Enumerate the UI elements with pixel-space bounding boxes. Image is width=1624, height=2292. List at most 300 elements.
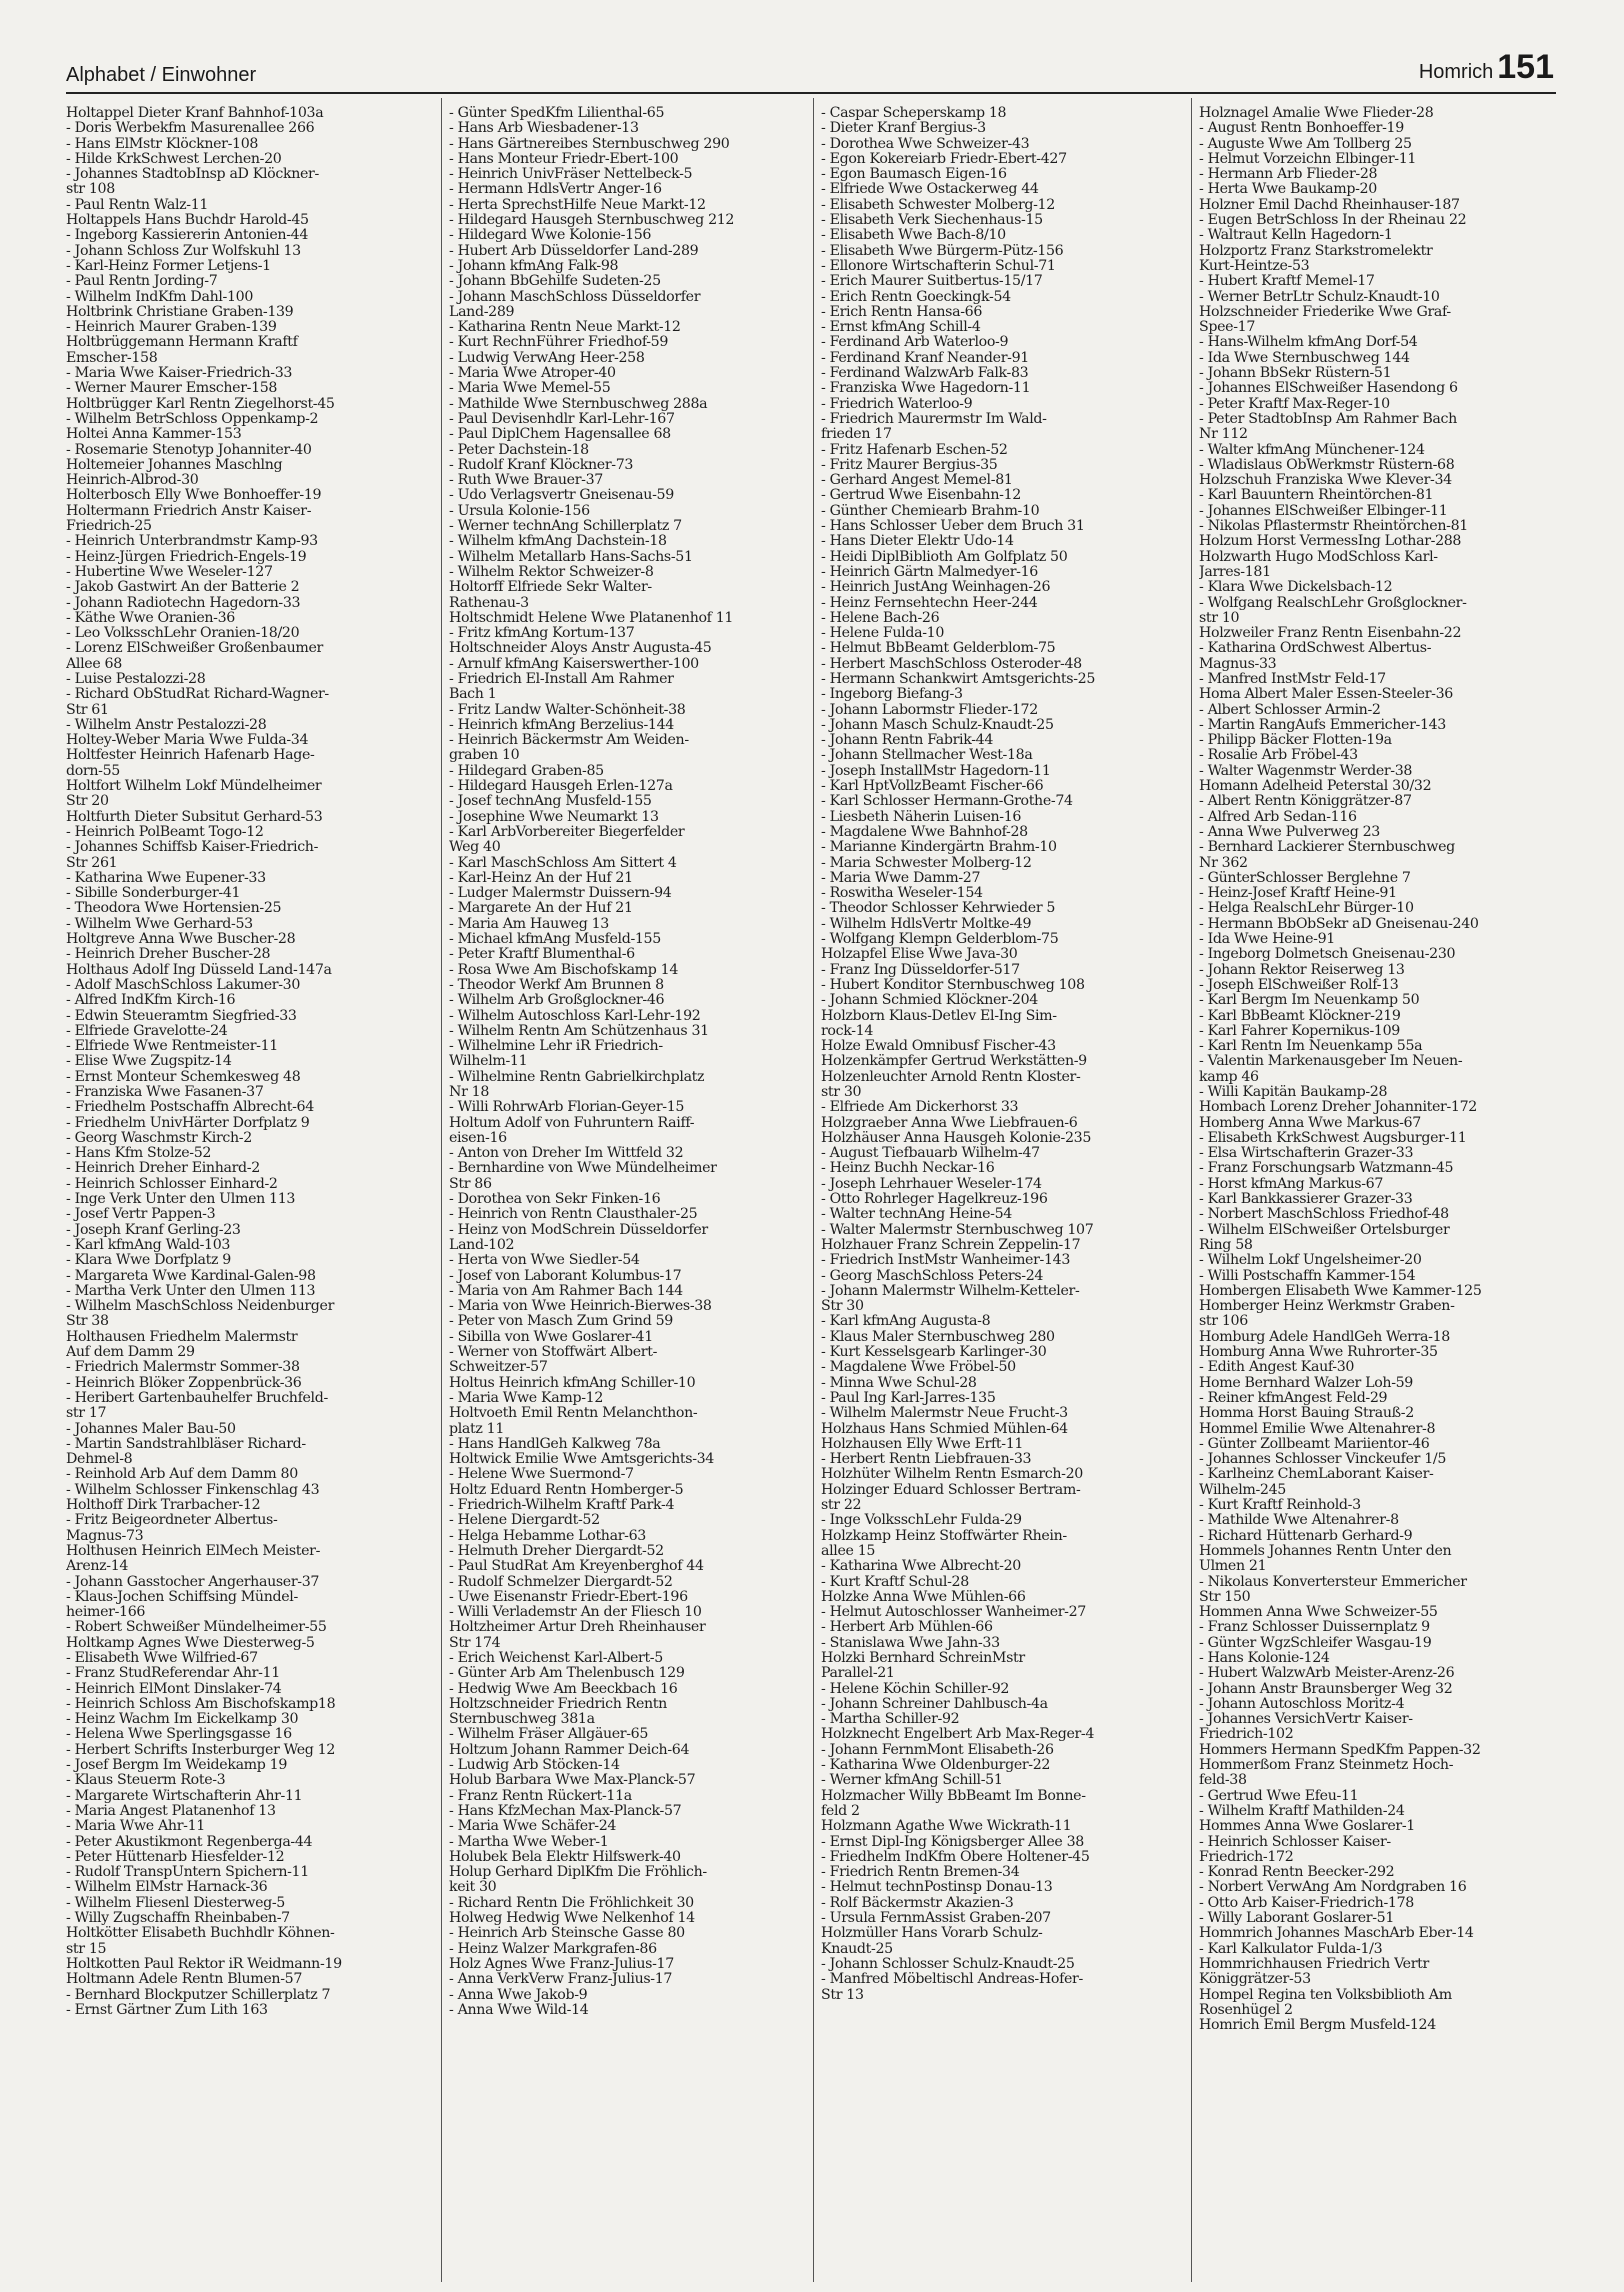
directory-entry: - Manfred Möbeltischl Andreas-Hofer- (821, 1971, 1083, 1988)
directory-entry: - Johann Labormstr Flieder-172 (821, 701, 1038, 718)
directory-entry: Holtbrüggemann Hermann Kraftf (66, 334, 298, 351)
directory-entry: - Helmut Autoschlosser Wanheimer-27 (821, 1604, 1086, 1621)
directory-entry: - Arnulf kfmAng Kaiserswerther-100 (449, 655, 699, 672)
directory-entry: - Luise Pestalozzi-28 (66, 670, 206, 687)
directory-entry: Holz Agnes Wwe Franz-Julius-17 (449, 1955, 674, 1972)
directory-entry: Home Bernhard Walzer Loh-59 (1199, 1374, 1413, 1391)
directory-entry: - Margarete An der Huf 21 (449, 900, 633, 917)
directory-entry: - Heinrich Schloss Am Bischofskamp18 (66, 1695, 336, 1712)
directory-entry: Spee-17 (1199, 319, 1255, 336)
directory-entry: - Maria Wwe Atroper-40 (449, 365, 616, 382)
directory-entry: - Elisabeth Wwe Bürgerm-Pütz-156 (821, 242, 1064, 259)
directory-entry: - Franz StudReferendar Ahr-11 (66, 1665, 280, 1682)
directory-entry: - Werner Maurer Emscher-158 (66, 380, 278, 397)
directory-entry: - Anna VerkVerw Franz-Julius-17 (449, 1971, 673, 1988)
directory-entry: - Klara Wwe Dickelsbach-12 (1199, 579, 1393, 596)
directory-entry: - Anna Wwe Pulverweg 23 (1199, 823, 1380, 840)
directory-entry: Weg 40 (449, 839, 501, 856)
directory-entry: - Friedrich InstMstr Wanheimer-143 (821, 1252, 1071, 1269)
directory-entry: - Ernst Monteur Schemkesweg 48 (66, 1068, 301, 1085)
directory-entry: - Hans ElMstr Klöckner-108 (66, 135, 259, 152)
directory-entry: - Friedrich El-Install Am Rahmer (449, 670, 674, 687)
directory-entry: - Ludwig Arb Stöcken-14 (449, 1757, 620, 1774)
directory-entry: Emscher-158 (66, 349, 158, 366)
directory-entry: Hommen Anna Wwe Schweizer-55 (1199, 1604, 1438, 1621)
directory-entry: - Manfred InstMstr Feld-17 (1199, 670, 1386, 687)
directory-entry: Holzenkämpfer Gertrud Werkstätten-9 (821, 1053, 1087, 1070)
directory-entry: - Hildegard Hausgeh Erlen-127a (449, 778, 673, 795)
directory-entry: Holubek Bela Elektr Hilfswerk-40 (449, 1848, 681, 1865)
directory-entry: - Wilhelm kfmAng Dachstein-18 (449, 533, 667, 550)
directory-entry: - Wilhelm Rektor Schweizer-8 (449, 563, 654, 580)
directory-entry: - Wilhelmine Lehr iR Friedrich- (449, 1038, 663, 1055)
directory-entry: - Gerhard Angest Memel-81 (821, 472, 1013, 489)
directory-entry: - Egon Baumasch Eigen-16 (821, 166, 1007, 183)
directory-entry: - Heinrich von Rentn Clausthaler-25 (449, 1206, 698, 1223)
directory-entry: Holzknecht Engelbert Arb Max-Reger-4 (821, 1726, 1095, 1743)
directory-entry: - Ernst kfmAng Schill-4 (821, 319, 981, 336)
directory-entry: - Inge VolksschLehr Fulda-29 (821, 1512, 1022, 1529)
directory-entry: Holtschneider Aloys Anstr Augusta-45 (449, 640, 712, 657)
directory-entry: Holtbrügger Karl Rentn Ziegelhorst-45 (66, 395, 335, 412)
directory-entry: Parallel-21 (821, 1665, 895, 1682)
directory-entry: - Gertrud Wwe Efeu-11 (1199, 1787, 1359, 1804)
directory-entry: - Heinrich PolBeamt Togo-12 (66, 823, 264, 840)
directory-entry: - Johann Rektor Reiserweg 13 (1199, 961, 1405, 978)
directory-entry: - Josef Vertr Pappen-3 (66, 1206, 216, 1223)
directory-entry: - Edwin Steueramtm Siegfried-33 (66, 1007, 297, 1024)
directory-entry: - Heinz Fernsehtechn Heer-244 (821, 594, 1038, 611)
directory-entry: - Ida Wwe Sternbuschweg 144 (1199, 349, 1410, 366)
directory-entry: - Helene Diergardt-52 (449, 1512, 600, 1529)
directory-entry: - Heinrich Blöker Zoppenbrück-36 (66, 1374, 302, 1391)
directory-entry: - Maria von Am Rahmer Bach 144 (449, 1282, 683, 1299)
directory-entry: - Johann Schmied Klöckner-204 (821, 992, 1038, 1009)
directory-entry: - Friedrich-Wilhelm Kraftf Park-4 (449, 1497, 675, 1514)
directory-entry: - Theodor Schlosser Kehrwieder 5 (821, 900, 1056, 917)
directory-entry: - Adolf MaschSchloss Lakumer-30 (66, 976, 301, 993)
directory-entry: - Günter WgzSchleifer Wasgau-19 (1199, 1634, 1432, 1651)
directory-entry: Homa Albert Maler Essen-Steeler-36 (1199, 686, 1453, 703)
directory-entry: - Wilhelm HdlsVertr Moltke-49 (821, 915, 1032, 932)
directory-entry: - Inge Verk Unter den Ulmen 113 (66, 1191, 296, 1208)
directory-entry: - Richard Rentn Die Fröhlichkeit 30 (449, 1894, 694, 1911)
directory-entry: - Hubert Konditor Sternbuschweg 108 (821, 976, 1085, 993)
directory-entry: - Wladislaus ObWerkmstr Rüstern-68 (1199, 456, 1455, 473)
directory-entry: Holtkötter Elisabeth Buchhdlr Köhnen- (66, 1925, 335, 1942)
directory-entry: Holtappel Dieter Kranf Bahnhof-103a (66, 106, 324, 121)
directory-entry: - Ferdinand Kranf Neander-91 (821, 349, 1029, 366)
directory-entry: str 10 (1199, 609, 1240, 626)
directory-entry: - Wolfgang Klempn Gelderblom-75 (821, 931, 1059, 948)
directory-entry: - Philipp Bäcker Flotten-19a (1199, 732, 1392, 749)
directory-entry: - Franz Rentn Rückert-11a (449, 1787, 632, 1804)
directory-entry: heimer-166 (66, 1604, 146, 1621)
directory-entry: - Johannes ElSchweißer Hasendong 6 (1199, 380, 1458, 397)
directory-entry: - Heinrich Maurer Graben-139 (66, 319, 277, 336)
directory-entry: - Peter Hüttenarb Hiesfelder-12 (66, 1848, 285, 1865)
directory-entry: - Herta SprechstHilfe Neue Markt-12 (449, 196, 706, 213)
directory-entry: - Minna Wwe Schul-28 (821, 1374, 977, 1391)
directory-entry: - Johann Schlosser Schulz-Knaudt-25 (821, 1955, 1075, 1972)
directory-entry: - Erich Maurer Suitbertus-15/17 (821, 273, 1043, 290)
directory-entry: - Waltraut Kelln Hagedorn-1 (1199, 227, 1393, 244)
directory-entry: - Elisabeth KrkSchwest Augsburger-11 (1199, 1129, 1467, 1146)
directory-entry: - Hubert Kraftf Memel-17 (1199, 273, 1375, 290)
directory-entry: - Magdalene Wwe Bahnhof-28 (821, 823, 1028, 840)
directory-entry: Holtorff Elfriede Sekr Walter- (449, 579, 652, 596)
directory-entry: Holzhaus Hans Schmied Mühlen-64 (821, 1420, 1068, 1437)
directory-entry: - Wilhelm BetrSchloss Oppenkamp-2 (66, 410, 319, 427)
directory-entry: - Wilhelm Fräser Allgäuer-65 (449, 1726, 649, 1743)
directory-entry: Holznagel Amalie Wwe Flieder-28 (1199, 106, 1434, 121)
directory-entry: - Karlheinz ChemLaborant Kaiser- (1199, 1466, 1434, 1483)
directory-entry: str 30 (821, 1084, 862, 1100)
directory-entry: Land-289 (449, 303, 515, 320)
directory-entry: - Richard Hüttenarb Gerhard-9 (1199, 1527, 1413, 1544)
directory-entry: - Nikolas Pflastermstr Rheintörchen-81 (1199, 518, 1468, 535)
directory-entry: - Fritz kfmAng Kortum-137 (449, 625, 635, 642)
directory-entry: - Kurt Kraftf Reinhold-3 (1199, 1497, 1361, 1514)
directory-entry: - Heinrich Schlosser Einhard-2 (66, 1175, 278, 1192)
directory-entry: - Robert Schweißer Mündelheimer-55 (66, 1619, 327, 1636)
directory-entry: - Reinhold Arb Auf dem Damm 80 (66, 1466, 298, 1483)
directory-entry: - Hildegard Graben-85 (449, 762, 604, 779)
directory-entry: - Klara Wwe Dorfplatz 9 (66, 1252, 231, 1269)
directory-entry: - Katharina Wwe Oldenburger-22 (821, 1757, 1051, 1774)
directory-entry: - Mathilde Wwe Altenahrer-8 (1199, 1512, 1399, 1529)
directory-entry: - Heinz von ModSchrein Düsseldorfer (449, 1221, 708, 1238)
directory-entry: Str 174 (449, 1634, 501, 1651)
directory-entry: - Peter Kraftf Blumenthal-6 (449, 946, 635, 963)
directory-entry: - Heidi DiplBiblioth Am Golfplatz 50 (821, 548, 1068, 565)
directory-entry: - Käthe Wwe Oranien-36 (66, 609, 235, 626)
directory-entry: - Rosa Wwe Am Bischofskamp 14 (449, 961, 679, 978)
directory-entry: - Friedrich Waterloo-9 (821, 395, 973, 412)
directory-entry: Heinrich-Albrod-30 (66, 472, 199, 489)
directory-entry: str 17 (66, 1405, 107, 1422)
directory-entry: - Friedhelm UnivHärter Dorfplatz 9 (66, 1114, 310, 1131)
directory-entry: - Karl Bergm Im Neuenkamp 50 (1199, 992, 1420, 1009)
directory-entry: Ulmen 21 (1199, 1558, 1267, 1575)
directory-entry: - Paul StudRat Am Kreyenberghof 44 (449, 1558, 704, 1575)
directory-entry: - Egon Kokereiarb Friedr-Ebert-427 (821, 150, 1067, 167)
directory-entry: Holtfester Heinrich Hafenarb Hage- (66, 747, 315, 764)
directory-entry: - Sibilla von Wwe Goslarer-41 (449, 1328, 653, 1345)
directory-entry: - Sibille Sonderburger-41 (66, 885, 241, 902)
directory-entry: - Johann Radiotechn Hagedorn-33 (66, 594, 301, 611)
directory-entry: - Richard ObStudRat Richard-Wagner- (66, 686, 329, 703)
directory-entry: platz 11 (449, 1420, 505, 1437)
directory-entry: Holzapfel Elise Wwe Java-30 (821, 946, 1018, 963)
directory-entry: - Hubert Arb Düsseldorfer Land-289 (449, 242, 699, 259)
directory-entry: - Wilhelm Schlosser Finkenschlag 43 (66, 1481, 320, 1498)
directory-entry: Holzkamp Heinz Stoffwärter Rhein- (821, 1527, 1067, 1544)
directory-entry: - Otto Rohrleger Hagelkreuz-196 (821, 1191, 1048, 1208)
directory-entry: - Margareta Wwe Kardinal-Galen-98 (66, 1267, 316, 1284)
directory-entry: - Maria Wwe Ahr-11 (66, 1818, 205, 1835)
directory-entry: - Hildegard Wwe Kolonie-156 (449, 227, 652, 244)
directory-entry: - Johann FernmMont Elisabeth-26 (821, 1741, 1054, 1758)
directory-entry: - Ursula Kolonie-156 (449, 502, 590, 519)
page-number: 151 (1497, 48, 1554, 86)
directory-entry: - Reiner kfmAngest Feld-29 (1199, 1389, 1388, 1406)
directory-entry: Holthaus Adolf Ing Düsseld Land-147a (66, 961, 332, 978)
directory-entry: Arenz-14 (66, 1558, 129, 1575)
directory-entry: - Peter von Masch Zum Grind 59 (449, 1313, 673, 1330)
directory-entry: - Friedrich Rentn Bremen-34 (821, 1864, 1020, 1881)
directory-entry: Hommes Anna Wwe Goslarer-1 (1199, 1818, 1415, 1835)
directory-entry: - Heinz Walzer Markgrafen-86 (449, 1940, 657, 1957)
directory-column-4 (1199, 106, 1559, 2286)
directory-entry: Holtum Adolf von Fuhruntern Raiff- (449, 1114, 695, 1131)
directory-entry: - Rosalie Arb Fröbel-43 (1199, 747, 1358, 764)
directory-entry: rock-14 (821, 1022, 874, 1039)
directory-entry: Nr 362 (1199, 854, 1248, 871)
directory-entry: - Kurt Kraftf Schul-28 (821, 1573, 969, 1590)
directory-entry: - Karl HptVollzBeamt Fischer-66 (821, 778, 1044, 795)
directory-entry: - Helene Fulda-10 (821, 625, 945, 642)
directory-entry: - Wilhelm Anstr Pestalozzi-28 (66, 716, 267, 733)
directory-entry: - Martin Sandstrahlbläser Richard- (66, 1435, 306, 1452)
directory-entry: - Martha Verk Unter den Ulmen 113 (66, 1282, 316, 1299)
directory-entry: - Herta Wwe Baukamp-20 (1199, 181, 1377, 198)
directory-entry: - Karl Schlosser Hermann-Grothe-74 (821, 793, 1073, 810)
directory-entry: Allee 68 (66, 655, 122, 672)
directory-entry: - Werner kfmAng Schill-51 (821, 1772, 1003, 1789)
directory-entry: - Wilhelm Kraftf Mathilden-24 (1199, 1802, 1405, 1819)
directory-entry: - Nikolaus Konvertersteur Emmericher (1199, 1573, 1467, 1590)
directory-entry: - Alfred IndKfm Kirch-16 (66, 992, 236, 1009)
directory-entry: - Franziska Wwe Hagedorn-11 (821, 380, 1031, 397)
directory-entry: Holtschmidt Helene Wwe Platanenhof 11 (449, 609, 734, 626)
directory-entry: - Karl BbBeamt Klöckner-219 (1199, 1007, 1401, 1024)
directory-entry: str 106 (1199, 1313, 1248, 1330)
directory-entry: - Peter Kraftf Max-Reger-10 (1199, 395, 1390, 412)
directory-entry: Holzhauer Franz Schrein Zeppelin-17 (821, 1236, 1081, 1253)
directory-entry: - Katharina Rentn Neue Markt-12 (449, 319, 681, 336)
directory-entry: Holzmüller Hans Vorarb Schulz- (821, 1925, 1043, 1942)
directory-entry: - August Rentn Bonhoeffer-19 (1199, 120, 1404, 137)
directory-entry: Str 261 (66, 854, 118, 871)
directory-entry: - Hermann Schankwirt Amtsgerichts-25 (821, 670, 1096, 687)
directory-entry: - Bernhardine von Wwe Mündelheimer (449, 1160, 717, 1177)
directory-entry: Holtemeier Johannes Maschlng (66, 456, 283, 473)
directory-entry: - Hans Gärtnereibes Sternbuschweg 290 (449, 135, 730, 152)
directory-entry: - Johann Stellmacher West-18a (821, 747, 1033, 764)
directory-entry: - Herbert MaschSchloss Osteroder-48 (821, 655, 1082, 672)
directory-entry: - Horst kfmAng Markus-67 (1199, 1175, 1383, 1192)
directory-entry: - Heinrich Schlosser Kaiser- (1199, 1833, 1391, 1850)
directory-entry: - Rudolf TranspUntern Spichern-11 (66, 1864, 309, 1881)
directory-entry: Wilhelm-11 (449, 1053, 528, 1070)
directory-entry: Hompel Regina ten Volksbiblioth Am (1199, 1986, 1452, 2003)
directory-entry: - Dorothea Wwe Schweizer-43 (821, 135, 1030, 152)
directory-entry: Holzhausen Elly Wwe Erft-11 (821, 1435, 1024, 1452)
directory-entry: - Heinrich Bäckermstr Am Weiden- (449, 732, 689, 749)
directory-entry: - Walter technAng Heine-54 (821, 1206, 1012, 1223)
directory-entry: - Theodor Werkf Am Brunnen 8 (449, 976, 664, 993)
directory-entry: - Maria Angest Platanenhof 13 (66, 1802, 276, 1819)
directory-entry: - Martha Schiller-92 (821, 1711, 960, 1728)
directory-entry: - Hans Kolonie-124 (1199, 1649, 1330, 1666)
directory-entry: - Heinrich kfmAng Berzelius-144 (449, 716, 674, 733)
directory-entry: - Elisabeth Wwe Wilfried-67 (66, 1649, 258, 1666)
directory-entry: - Willi Kapitän Baukamp-28 (1199, 1084, 1388, 1100)
column-divider (813, 98, 814, 2282)
directory-entry: - Eugen BetrSchloss In der Rheinau 22 (1199, 212, 1467, 229)
directory-entry: - Peter StadtobInsp Am Rahmer Bach (1199, 410, 1457, 427)
directory-entry: - Wilhelm Arb Großglockner-46 (449, 992, 665, 1009)
directory-entry: Homburg Adele HandlGeh Werra-18 (1199, 1328, 1450, 1345)
directory-entry: str 15 (66, 1940, 107, 1957)
directory-entry: - Paul Devisenhdlr Karl-Lehr-167 (449, 410, 675, 427)
directory-entry: Str 30 (821, 1298, 864, 1315)
directory-entry: - Johann Malermstr Wilhelm-Ketteler- (821, 1282, 1080, 1299)
directory-entry: - Joseph InstallMstr Hagedorn-11 (821, 762, 1051, 779)
directory-entry: - Georg Waschmstr Kirch-2 (66, 1129, 252, 1146)
directory-entry: - Herta von Wwe Siedler-54 (449, 1252, 640, 1269)
directory-entry: - Helmut Vorzeichn Elbinger-11 (1199, 150, 1417, 167)
directory-entry: - Erich Rentn Hansa-66 (821, 303, 982, 320)
directory-entry: Holzmacher Willy BbBeamt Im Bonne- (821, 1787, 1086, 1804)
directory-entry: - Uwe Eisenanstr Friedr-Ebert-196 (449, 1588, 688, 1605)
directory-entry: Holzner Emil Dachd Rheinhauser-187 (1199, 196, 1460, 213)
directory-entry: - Franz Schlosser Duissernplatz 9 (1199, 1619, 1430, 1636)
directory-entry: Holthoff Dirk Trarbacher-12 (66, 1497, 261, 1514)
directory-entry: - Maria Wwe Kamp-12 (449, 1389, 603, 1406)
directory-entry: Holtappels Hans Buchdr Harold-45 (66, 212, 309, 229)
directory-entry: - Helene Köchin Schiller-92 (821, 1680, 1010, 1697)
directory-entry: - Katharina Wwe Eupener-33 (66, 869, 266, 886)
directory-entry: - Johann Anstr Braunsberger Weg 32 (1199, 1680, 1453, 1697)
directory-entry: - Albert Schlosser Armin-2 (1199, 701, 1381, 718)
directory-entry: - Friedrich Maurermstr Im Wald- (821, 410, 1047, 427)
directory-entry: Holze Ewald Omnibusf Fischer-43 (821, 1038, 1056, 1055)
directory-entry: Holzgraeber Anna Wwe Liebfrauen-6 (821, 1114, 1078, 1131)
directory-entry: - Friedrich Malermstr Sommer-38 (66, 1359, 300, 1376)
directory-entry: Str 150 (1199, 1588, 1251, 1605)
directory-entry: eisen-16 (449, 1129, 507, 1146)
directory-entry: - GünterSchlosser Berglehne 7 (1199, 869, 1411, 886)
directory-entry: Holzwarth Hugo ModSchloss Karl- (1199, 548, 1438, 565)
directory-entry: Nr 18 (449, 1084, 490, 1100)
directory-entry: - Fritz Beigeordneter Albertus- (66, 1512, 278, 1529)
directory-entry: - Anton von Dreher Im Wittfeld 32 (449, 1145, 684, 1162)
directory-entry: - Johann BbGehilfe Sudeten-25 (449, 273, 661, 290)
directory-entry: - Paul Rentn Jording-7 (66, 273, 218, 290)
directory-entry: - Elfriede Am Dickerhorst 33 (821, 1099, 1019, 1116)
directory-entry: - Ruth Wwe Brauer-37 (449, 472, 603, 489)
directory-entry: - Doris Werbekfm Masurenallee 266 (66, 120, 315, 137)
directory-entry: - Rolf Bäckermstr Akazien-3 (821, 1894, 1014, 1911)
directory-entry: - Johann Masch Schulz-Knaudt-25 (821, 716, 1054, 733)
directory-entry: - Wilhelm Malermstr Neue Frucht-3 (821, 1405, 1068, 1422)
directory-entry: Wilhelm-245 (1199, 1481, 1286, 1498)
directory-entry: - Hedwig Wwe Am Beeckbach 16 (449, 1680, 678, 1697)
directory-entry: Schweitzer-57 (449, 1359, 548, 1376)
directory-entry: kamp 46 (1199, 1068, 1259, 1085)
directory-entry: Königgrätzer-53 (1199, 1971, 1311, 1988)
directory-entry: - Ludger Malermstr Duissern-94 (449, 885, 672, 902)
section-title: Alphabet / Einwohner (66, 64, 257, 86)
directory-entry: - Willi Postschaffn Kammer-154 (1199, 1267, 1416, 1284)
directory-entry: Str 13 (821, 1986, 864, 2003)
directory-entry: - Heinrich ElMont Dinslaker-74 (66, 1680, 282, 1697)
directory-entry: Str 61 (66, 701, 109, 718)
directory-entry: - Karl kfmAng Wald-103 (66, 1236, 231, 1253)
directory-entry: - Herbert Arb Mühlen-66 (821, 1619, 993, 1636)
directory-entry: str 108 (66, 181, 115, 198)
directory-entry: - Ursula FernmAssist Graben-207 (821, 1910, 1051, 1927)
directory-entry: - Werner von Stoffwärt Albert- (449, 1344, 658, 1361)
directory-entry: Hommels Johannes Rentn Unter den (1199, 1542, 1452, 1559)
directory-entry: - Josef von Laborant Kolumbus-17 (449, 1267, 682, 1284)
directory-entry: - Katharina Wwe Albrecht-20 (821, 1558, 1021, 1575)
directory-entry: - Wilhelm Autoschloss Karl-Lehr-192 (449, 1007, 701, 1024)
directory-entry: - Joseph ElSchweißer Rolf-13 (1199, 976, 1399, 993)
directory-entry: Holtei Anna Kammer-153 (66, 426, 242, 443)
directory-entry: Hommerßom Franz Steinmetz Hoch- (1199, 1757, 1454, 1774)
directory-entry: - Kurt RechnFührer Friedhof-59 (449, 334, 669, 351)
directory-entry: - Jakob Gastwirt An der Batterie 2 (66, 579, 300, 596)
directory-entry: - Josephine Wwe Neumarkt 13 (449, 808, 659, 825)
directory-entry: - Günter Zollbeamt Mariientor-46 (1199, 1435, 1430, 1452)
directory-entry: - Udo Verlagsvertr Gneisenau-59 (449, 487, 674, 504)
directory-column-3 (821, 106, 1181, 2286)
directory-entry: - Dorothea von Sekr Finken-16 (449, 1191, 661, 1208)
directory-entry: - Helena Wwe Sperlingsgasse 16 (66, 1726, 292, 1743)
directory-entry: Holtmann Adele Rentn Blumen-57 (66, 1971, 303, 1988)
directory-entry: Hommrich Johannes MaschArb Eber-14 (1199, 1925, 1474, 1942)
directory-entry: - Norbert VerwAng Am Nordgraben 16 (1199, 1879, 1467, 1896)
directory-entry: - Wilhelm ElSchweißer Ortelsburger (1199, 1221, 1450, 1238)
directory-entry: Nr 112 (1199, 426, 1248, 443)
page-header (0, 0, 1624, 96)
directory-entry: - Stanislawa Wwe Jahn-33 (821, 1634, 1000, 1651)
directory-entry: - Johannes VersichVertr Kaiser- (1199, 1711, 1413, 1728)
directory-entry: - Wilhelm MaschSchloss Neidenburger (66, 1298, 335, 1315)
directory-entry: - Katharina OrdSchwest Albertus- (1199, 640, 1432, 657)
directory-entry: - Wilhelm Wwe Gerhard-53 (66, 915, 253, 932)
directory-entry: - Karl Bankkassierer Grazer-33 (1199, 1191, 1413, 1208)
column-divider (441, 98, 442, 2282)
directory-entry: - Elsa Wirtschafterin Grazer-33 (1199, 1145, 1414, 1162)
directory-entry: - Heinz Wachm Im Eickelkamp 30 (66, 1711, 299, 1728)
directory-entry: - Erich Rentn Goeckingk-54 (821, 288, 1011, 305)
directory-column-1 (66, 106, 426, 2286)
directory-entry: Holtwick Emilie Wwe Amtsgerichts-34 (449, 1451, 714, 1468)
directory-entry: Knaudt-25 (821, 1940, 893, 1957)
directory-entry: Holterbosch Elly Wwe Bonhoeffer-19 (66, 487, 322, 504)
directory-entry: - Georg MaschSchloss Peters-24 (821, 1267, 1044, 1284)
directory-entry: - Karl ArbVorbereiter Biegerfelder (449, 823, 685, 840)
directory-entry: Hombergen Elisabeth Wwe Kammer-125 (1199, 1282, 1482, 1299)
directory-entry: - Wilhelmine Rentn Gabrielkirchplatz (449, 1068, 705, 1085)
directory-entry: - Klaus-Jochen Schiffsing Mündel- (66, 1588, 298, 1605)
directory-entry: - Valentin Markenausgeber Im Neuen- (1199, 1053, 1463, 1070)
directory-entry: Magnus-33 (1199, 655, 1277, 672)
directory-entry: - Hermann HdlsVertr Anger-16 (449, 181, 662, 198)
directory-entry: - Helene Wwe Suermond-7 (449, 1466, 634, 1483)
directory-entry: - Hans KfzMechan Max-Planck-57 (449, 1802, 682, 1819)
directory-entry: - Willi RohrwArb Florian-Geyer-15 (449, 1099, 685, 1116)
directory-entry: - Hans-Wilhelm kfmAng Dorf-54 (1199, 334, 1418, 351)
directory-entry: - Heinrich JustAng Weinhagen-26 (821, 579, 1051, 596)
directory-entry: - Hermann BbObSekr aD Gneisenau-240 (1199, 915, 1479, 932)
directory-entry: - Elfriede Gravelotte-24 (66, 1022, 228, 1039)
directory-entry: - Heinrich Arb Steinsche Gasse 80 (449, 1925, 685, 1942)
